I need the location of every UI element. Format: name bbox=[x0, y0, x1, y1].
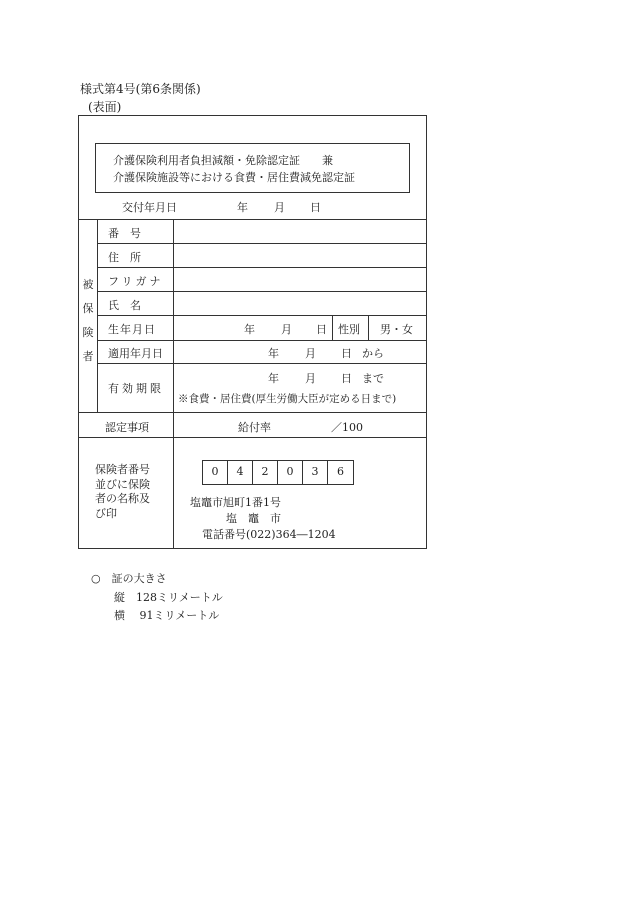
label-number: 番 号 bbox=[108, 227, 141, 240]
title-line-1: 介護保険利用者負担減額・免除認定証 兼 bbox=[113, 154, 333, 167]
issue-day: 日 bbox=[310, 201, 321, 214]
validity-month: 月 bbox=[305, 372, 316, 385]
insured-label: 被 保 険 者 bbox=[82, 278, 94, 363]
size-width: 横 91ミリメートル bbox=[114, 609, 220, 622]
insurer-phone: 電話番号(022)364―1204 bbox=[202, 528, 336, 541]
title-line-2: 介護保険施設等における食費・居住費減免認定証 bbox=[113, 171, 355, 184]
cert-items-label: 認定事項 bbox=[105, 421, 149, 434]
insurer-digit: 0 bbox=[278, 461, 303, 484]
benefit-rate-label: 給付率 bbox=[238, 421, 271, 434]
birth-month: 月 bbox=[281, 323, 292, 336]
insurer-address: 塩竈市旭町1番1号 bbox=[190, 496, 281, 509]
insurer-digit: 0 bbox=[203, 461, 228, 484]
applied-day: 日 bbox=[341, 347, 352, 360]
insurer-name: 塩 竈 市 bbox=[226, 512, 281, 525]
rate-denominator: ／100 bbox=[331, 421, 363, 434]
issue-month: 月 bbox=[274, 201, 285, 214]
side-label: (表面) bbox=[88, 100, 122, 114]
applied-month: 月 bbox=[305, 347, 316, 360]
issue-date-label: 交付年月日 bbox=[122, 201, 177, 214]
insurer-label: 保険者番号 並びに保険 者の名称及 び印 bbox=[95, 463, 150, 520]
insurer-digit: 4 bbox=[228, 461, 253, 484]
validity-until: まで bbox=[362, 372, 384, 385]
label-name: 氏 名 bbox=[108, 299, 141, 312]
title-box bbox=[95, 143, 410, 193]
label-address: 住 所 bbox=[108, 251, 141, 264]
birth-day: 日 bbox=[316, 323, 327, 336]
insurer-digit: 3 bbox=[303, 461, 328, 484]
insurer-digit: 2 bbox=[253, 461, 278, 484]
food-note: ※食費・居住費(厚生労働大臣が定める日まで) bbox=[178, 393, 397, 405]
gender-label: 性別 bbox=[338, 323, 360, 336]
birth-year: 年 bbox=[244, 323, 255, 336]
size-header: ○ 証の大きさ bbox=[91, 572, 167, 585]
validity-year: 年 bbox=[268, 372, 279, 385]
insurer-number-box bbox=[202, 460, 354, 485]
label-applied: 適用年月日 bbox=[108, 347, 163, 360]
applied-year: 年 bbox=[268, 347, 279, 360]
insurer-digit: 6 bbox=[337, 465, 344, 478]
label-validity: 有効期限 bbox=[108, 382, 164, 395]
issue-year: 年 bbox=[237, 201, 248, 214]
applied-from: から bbox=[362, 347, 384, 360]
label-birth: 生年月日 bbox=[108, 323, 156, 336]
label-furigana: フリガナ bbox=[108, 275, 164, 288]
gender-value: 男・女 bbox=[380, 323, 413, 336]
form-number: 様式第4号(第6条関係) bbox=[80, 82, 201, 96]
validity-day: 日 bbox=[341, 372, 352, 385]
size-height: 縦 128ミリメートル bbox=[114, 591, 223, 604]
